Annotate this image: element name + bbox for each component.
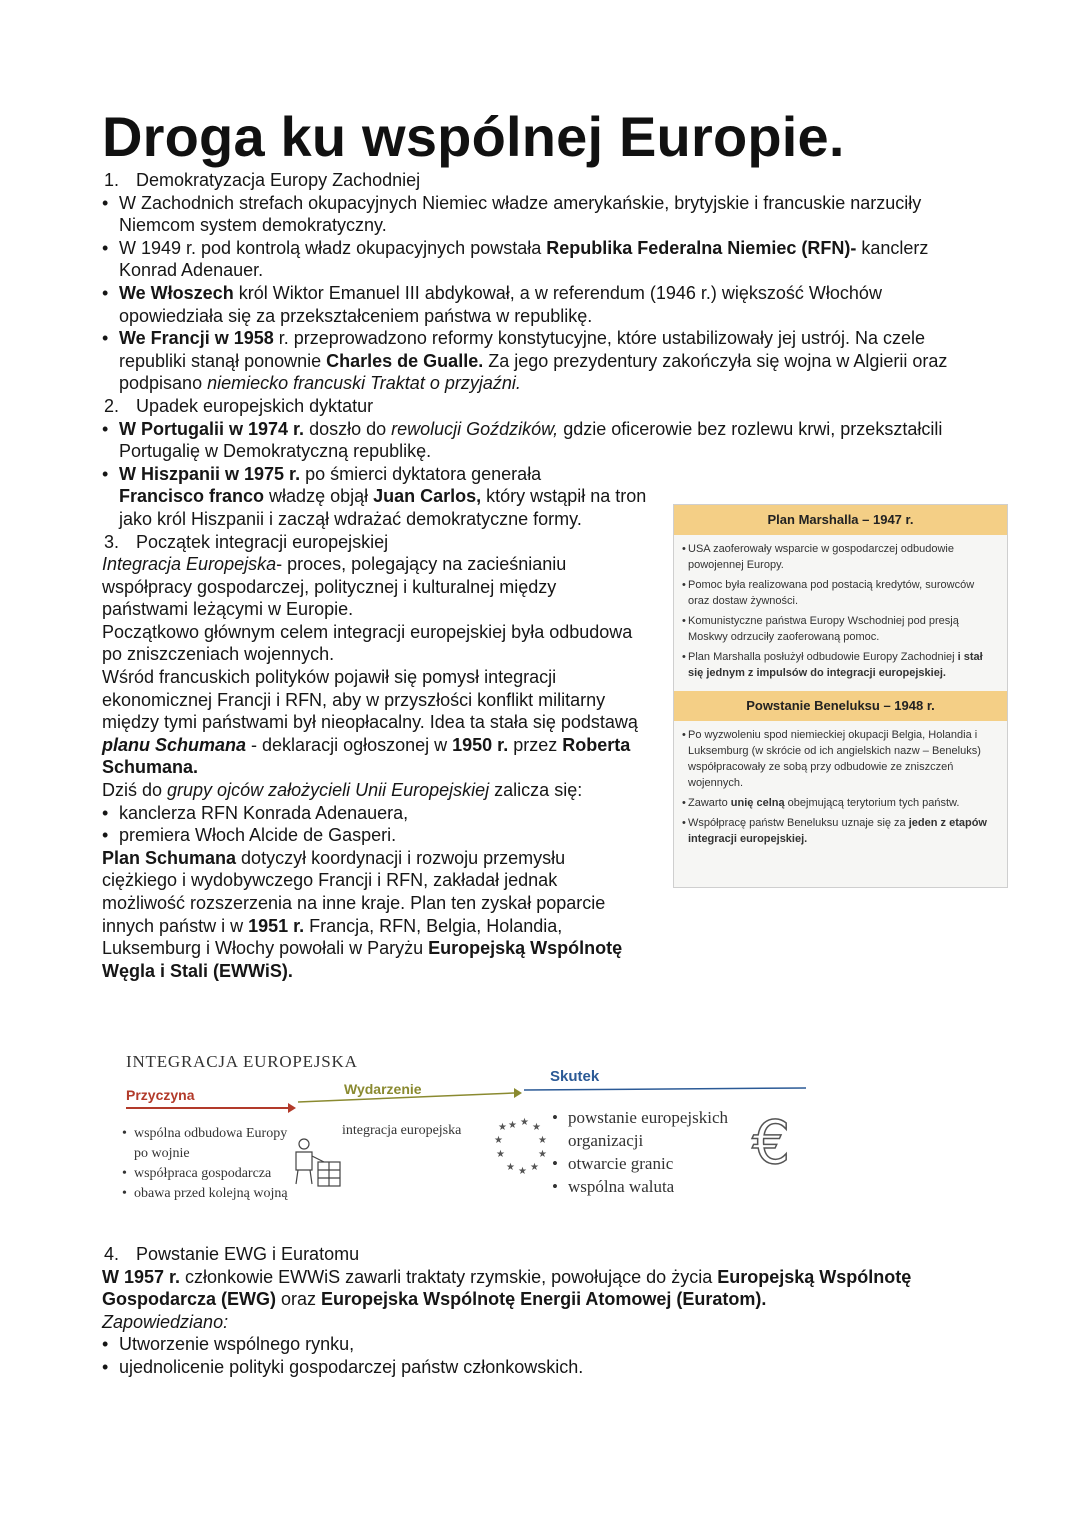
diagram-causes [122,1124,292,1204]
section-3-paragraph-3: Dziś do grupy ojców założycieli Unii Europejskiej zalicza się: [102,780,583,801]
page-title: Droga ku wspólnej Europie. [102,105,845,168]
section-4-list-item-2: • ujednolicenie polityki gospodarczej państw członkowskich. [102,1356,982,1379]
section-3-paragraph-2: Wśród francuskich polityków pojawił się pomysł integracji ekonomicznej Francji i RFN, aby w przyszłości konflikt militarny między tymi państwami był nieopłacalny. Idea ta stała się podstawą planu Schumana - deklaracji ogłoszonej w 1950 r. przez Roberta Schumana. [102,667,638,778]
section-3-list-item-2: • premiera Włoch Alcide de Gasperi. [102,824,982,847]
list-item: • Pomoc była realizowana pod postacią kredytów, surowców oraz dostaw żywności. [682,577,997,609]
list-item: • Po wyzwoleniu spod niemieckiej okupacji Belgia, Holandia i Luksemburg (w skrócie od ich angielskich nazw – Beneluks) współpracowały ze sobą przy odbudowie ze zniszczeń wojennych. [682,727,997,791]
svg-text:★: ★ [508,1120,517,1131]
list-item: • otwarcie granic [552,1152,762,1175]
section-3-definition: Integracja Europejska- proces, polegający na zacieśnianiu współpracy gospodarczej, politycznej i kulturalnej między państwami leżącymi w Europie. [102,554,567,620]
section-4-paragraph: W 1957 r. członkowie EWWiS zawarli traktaty rzymskie, powołujące do życia Europejską Wspólnotę Gospodarcza (EWG) oraz Europejska Wspólnotę Energii Atomowej (Euratom). [102,1266,912,1310]
cause-arrow-head [288,1103,296,1113]
svg-text:★: ★ [532,1122,541,1133]
section-1-bullet-2: • W 1949 r. pod kontrolą władz okupacyjnych powstała Republika Federalna Niemiec (RFN)- kanclerz Konrad Adenauer. [102,237,982,282]
effect-line [524,1088,806,1090]
section-3-paragraph-4a: Plan Schumana dotyczył koordynacji i rozwoju przemysłu ciężkiego i wydobywczego Francji i RFN, zakładał jednak możliwość rozszerzenia na inne kraje. Plan ten zyskał poparcie innych państw i w 1951 r. Francja, RFN, Belgia, Holandia, Luksemburg i Włochy powołali w Paryżu Europejską Wspólnotę Węgla i Stali (EWWiS). [102,847,623,981]
svg-text:★: ★ [518,1166,527,1177]
section-2-heading: 2. Upadek europejskich dyktatur [104,395,374,416]
svg-text:★: ★ [520,1117,529,1128]
section-3-heading: 3. Początek integracji europejskiej [104,531,389,552]
section-4-heading: 4. Powstanie EWG i Euratomu [104,1244,360,1264]
info-box [673,504,1008,888]
svg-text:★: ★ [538,1149,547,1160]
info-box-list-marshall [674,535,1007,691]
svg-text:★: ★ [496,1149,505,1160]
worker-icon [296,1139,340,1186]
svg-text:★: ★ [498,1122,507,1133]
list-item: • obawa przed kolejną wojną [122,1184,292,1204]
list-item: • wspólna waluta [552,1175,762,1198]
diagram-heading-effect: Skutek [550,1068,600,1085]
section-4-list-item-1: • Utworzenie wspólnego rynku, [102,1333,982,1356]
diagram-effects [552,1106,762,1198]
list-item: • Zawarto unię celną obejmującą terytorium tych państw. [682,795,997,811]
svg-text:★: ★ [494,1135,503,1146]
svg-text:★: ★ [538,1135,547,1146]
event-arrow-head [514,1088,522,1098]
svg-text:★: ★ [530,1162,539,1173]
list-item: • Plan Marshalla posłużył odbudowie Europy Zachodniej i stał się jednym z impulsów do integracji europejskiej. [682,649,997,681]
info-box-heading-benelux: Powstanie Beneluksu – 1948 r. [674,691,1007,721]
section-2-bullet-2: • W Hiszpanii w 1975 r. po śmierci dyktatora generała Francisco franco władzę objął Juan Carlos, który wstąpił na tron jako król Hiszpanii i zaczął wdrażać demokratyczne formy. [102,463,664,531]
section-3-paragraph-1: Początkowo głównym celem integracji europejskiej była odbudowa po zniszczeniach wojennych. [102,621,633,665]
eu-stars-icon [494,1117,547,1177]
section-2-bullet-1: • W Portugalii w 1974 r. doszło do rewolucji Goździków, gdzie oficerowie bez rozlewu krwi, przekształcili Portugalię w Demokratyczną republikę. [102,418,982,463]
euro-icon: € [752,1108,791,1178]
section-1-heading: 1. Demokratyzacja Europy Zachodniej [104,170,421,190]
integration-diagram [102,1030,812,1230]
svg-text:★: ★ [506,1162,515,1173]
diagram-title: INTEGRACJA EUROPEJSKA [126,1052,358,1071]
diagram-heading-event: Wydarzenie [344,1081,422,1097]
section-1-bullet-4: • We Francji w 1958 r. przeprowadzono reformy konstytucyjne, które ustabilizowały jej ustrój. Na czele republiki stanął ponownie Charles de Gualle. Za jego prezydentury zakończyła się wojna w Algierii oraz podpisano niemiecko francuski Traktat o przyjaźni. [102,327,982,395]
list-item: • USA zaoferowały wsparcie w gospodarczej odbudowie powojennej Europy. [682,541,997,573]
diagram-event-text: integracja europejska [342,1123,462,1138]
list-item: • powstanie europejskich organizacji [552,1106,762,1152]
section-1-bullet-3: • We Włoszech król Wiktor Emanuel III abdykował, a w referendum (1946 r.) większość Włochów opowiedziała się za przekształceniem państwa w republikę. [102,282,982,327]
section-1-bullet-1: • W Zachodnich strefach okupacyjnych Niemiec władze amerykańskie, brytyjskie i francuskie narzuciły Niemcom system demokratyczny. [102,192,982,237]
info-box-list-benelux [674,721,1007,857]
list-item: • Współpracę państw Beneluksu uznaje się za jeden z etapów integracji europejskiej. [682,815,997,847]
section-4 [102,1243,982,1379]
list-item: • Komunistyczne państwa Europy Wschodniej pod presją Moskwy odrzuciły zaoferowaną pomoc. [682,613,997,645]
section-4-announced: Zapowiedziano: [102,1311,229,1332]
diagram-heading-cause: Przyczyna [126,1087,195,1103]
list-item: • wspólna odbudowa Europy po wojnie [122,1124,292,1164]
event-line [298,1093,514,1102]
list-item: • współpraca gospodarcza [122,1164,292,1184]
section-3-list-item-1: • kanclerza RFN Konrada Adenauera, [102,802,982,825]
info-box-heading-marshall: Plan Marshalla – 1947 r. [674,505,1007,535]
